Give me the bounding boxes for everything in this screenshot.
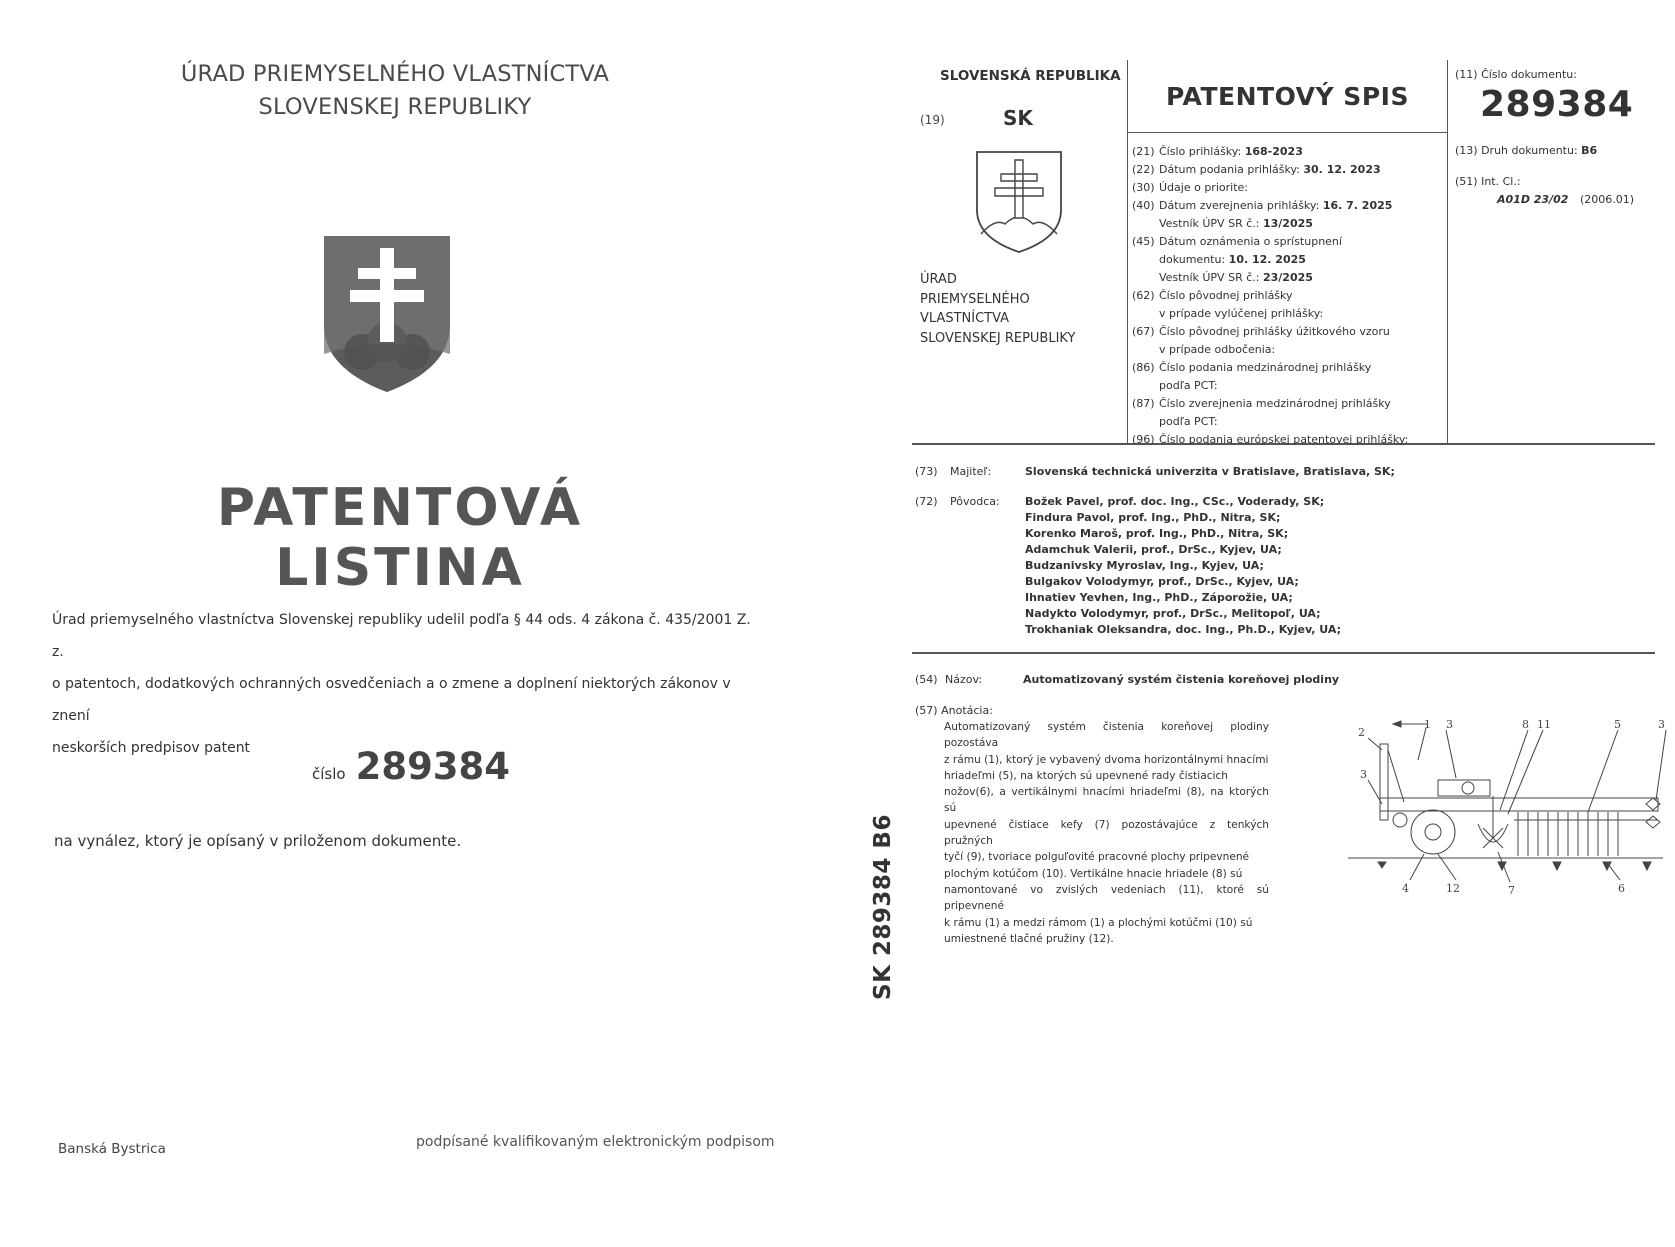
abstract-label: Anotácia: <box>941 704 993 717</box>
divider <box>1127 60 1128 444</box>
country-code: SK <box>1003 106 1033 130</box>
office-header-line1: ÚRAD PRIEMYSELNÉHO VLASTNÍCTVA <box>180 61 610 87</box>
int-cl-value: A01D 23/02 <box>1497 193 1569 206</box>
abstract-line: plochým kotúčom (10). Vertikálne hnacie hriadele (8) sú <box>944 867 1243 880</box>
biblio-code: (62) <box>1132 289 1155 302</box>
coat-of-arms-icon <box>322 234 452 394</box>
biblio-code: (45) <box>1132 235 1155 248</box>
owner-code: (73) <box>915 465 938 478</box>
document-number-label: (11) Číslo dokumentu: <box>1455 68 1577 81</box>
biblio-code: (30) <box>1132 181 1155 194</box>
office-name-block <box>920 270 1075 348</box>
inventors-row <box>915 494 1341 638</box>
abstract-line: umiestnené tlačné pružiny (12). <box>944 932 1114 945</box>
application-number: 168-2023 <box>1244 145 1303 158</box>
office-header-line2: SLOVENSKEJ REPUBLIKY <box>258 94 532 120</box>
inventor: Bulgakov Volodymyr, prof., DrSc., Kyjev, UA; <box>1025 575 1299 588</box>
drawing-label: 2 <box>1358 726 1365 739</box>
biblio-row-30 <box>1132 179 1447 197</box>
publication-date: 16. 7. 2025 <box>1322 199 1393 212</box>
abstract-line: z rámu (1), ktorý je vybavený dvoma horizontálnymi hnacími <box>944 753 1269 766</box>
biblio-code: (96) <box>1132 433 1155 446</box>
inventor: Korenko Maroš, prof. Ing., PhD., Nitra, SK; <box>1025 527 1289 540</box>
document-number: 289384 <box>1480 84 1634 125</box>
abstract-line: k rámu (1) a medzi rámom (1) a plochými kotúčmi (10) sú <box>944 916 1253 929</box>
bibliographic-data <box>1132 143 1447 449</box>
patent-number: 289384 <box>355 745 511 788</box>
biblio-label: podľa PCT: <box>1159 379 1218 392</box>
office-header <box>130 58 660 124</box>
office-name-line: ÚRAD <box>920 272 957 287</box>
bulletin-number: 13/2025 <box>1262 217 1313 230</box>
biblio-row-40 <box>1132 197 1447 233</box>
grant-notice-date: 10. 12. 2025 <box>1228 253 1306 266</box>
inventors-list <box>1025 494 1341 638</box>
grant-statement-line3: neskorších predpisov patent <box>52 740 251 756</box>
drawing-label: 7 <box>1508 884 1515 897</box>
biblio-label: v prípade vylúčenej prihlášky: <box>1159 307 1324 320</box>
biblio-label: Číslo zverejnenia medzinárodnej prihlášky <box>1159 397 1391 410</box>
drawing-label: 12 <box>1446 882 1460 895</box>
patent-number-label: číslo <box>312 765 346 783</box>
document-type-title: PATENTOVÝ SPIS <box>1166 82 1409 111</box>
divider <box>1447 60 1448 444</box>
inventor: Adamchuk Valerii, prof., DrSc., Kyjev, UA; <box>1025 543 1282 556</box>
drawing-label: 11 <box>1537 720 1551 731</box>
patent-number-row <box>312 745 510 788</box>
biblio-label: Číslo podania medzinárodnej prihlášky <box>1159 361 1372 374</box>
biblio-row-86 <box>1132 359 1447 395</box>
grant-statement-line1: Úrad priemyselného vlastníctva Slovenskej republiky udelil podľa § 44 ods. 4 zákona č. 435/2001 Z. z. <box>52 612 751 660</box>
biblio-label: Číslo prihlášky: <box>1159 145 1242 158</box>
coat-of-arms-outline-icon <box>975 150 1063 254</box>
abstract-code: (57) <box>915 704 938 717</box>
biblio-label: Dátum oznámenia o sprístupnení <box>1159 235 1342 248</box>
biblio-label: Číslo pôvodnej prihlášky úžitkového vzoru <box>1159 325 1390 338</box>
abstract-line: upevnené čistiace kefy (7) pozostávajúce z tenkých pružných <box>944 818 1269 848</box>
drawing-label: 3 <box>1360 768 1367 781</box>
int-cl-version: (2006.01) <box>1580 193 1635 206</box>
abstract-heading <box>915 704 993 717</box>
biblio-label: Dátum podania prihlášky: <box>1159 163 1300 176</box>
biblio-row-45 <box>1132 233 1447 287</box>
divider <box>912 652 1655 654</box>
biblio-label: Vestník ÚPV SR č.: <box>1159 271 1260 284</box>
filing-date: 30. 12. 2023 <box>1303 163 1381 176</box>
biblio-code: (40) <box>1132 199 1155 212</box>
biblio-row-96 <box>1132 431 1447 449</box>
biblio-label: Číslo pôvodnej prihlášky <box>1159 289 1293 302</box>
biblio-label: Číslo podania európskej patentovej prihlášky: <box>1159 433 1409 446</box>
abstract-text <box>944 719 1269 947</box>
title-label: Názov: <box>945 673 983 686</box>
state-name: SLOVENSKÁ REPUBLIKA <box>940 68 1121 84</box>
inventor: Nadykto Volodymyr, prof., DrSc., Melitopoľ, UA; <box>1025 607 1321 620</box>
office-name-line: PRIEMYSELNÉHO <box>920 291 1030 307</box>
biblio-label: Vestník ÚPV SR č.: <box>1159 217 1260 230</box>
inventors-label: Pôvodca: <box>950 495 1000 508</box>
technical-drawing <box>1338 720 1668 900</box>
drawing-label: 8 <box>1522 720 1529 731</box>
int-cl-label: (51) Int. Cl.: <box>1455 175 1521 188</box>
biblio-label: dokumentu: <box>1159 253 1226 266</box>
grant-statement <box>52 604 752 764</box>
issuing-city: Banská Bystrica <box>58 1141 166 1157</box>
biblio-code: (67) <box>1132 325 1155 338</box>
biblio-code: (87) <box>1132 397 1155 410</box>
biblio-row-22 <box>1132 161 1447 179</box>
biblio-row-87 <box>1132 395 1447 431</box>
owner-label: Majiteľ: <box>950 465 992 478</box>
biblio-row-62 <box>1132 287 1447 323</box>
abstract-line: hriadeľmi (5), na ktorých sú upevnené rady čistiacich <box>944 769 1229 782</box>
inventor: Budzanivsky Myroslav, Ing., Kyjev, UA; <box>1025 559 1264 572</box>
abstract-line: nožov(6), a vertikálnymi hnacími hriadeľmi (8), na ktorých sú <box>944 786 1269 815</box>
code-19: (19) <box>920 113 945 127</box>
certificate-heading: PATENTOVÁ LISTINA <box>216 478 584 598</box>
grant-statement-line2: o patentoch, dodatkových ochranných osvedčeniach a o zmene a doplnení niektorých zákonov v znení <box>52 676 731 724</box>
title-row <box>915 673 1339 686</box>
document-kind-label: (13) Druh dokumentu: <box>1455 144 1578 157</box>
biblio-label: Údaje o priorite: <box>1159 181 1248 194</box>
biblio-row-21 <box>1132 143 1447 161</box>
biblio-code: (86) <box>1132 361 1155 374</box>
biblio-label: v prípade odbočenia: <box>1159 343 1276 356</box>
office-name-line: SLOVENSKEJ REPUBLIKY <box>920 330 1076 346</box>
biblio-label: podľa PCT: <box>1159 415 1218 428</box>
signature-note: podpísané kvalifikovaným elektronickým podpisom <box>416 1134 775 1150</box>
drawing-label: 3 <box>1658 720 1665 731</box>
inventor: Trokhaniak Oleksandra, doc. Ing., Ph.D., Kyjev, UA; <box>1025 623 1341 636</box>
biblio-code: (21) <box>1132 145 1155 158</box>
bulletin-number: 23/2025 <box>1262 271 1313 284</box>
inventor: Ihnatiev Yevhen, Ing., PhD., Záporožie, UA; <box>1025 591 1293 604</box>
abstract-line: Automatizovaný systém čistenia koreňovej plodiny pozostáva <box>944 721 1269 750</box>
drawing-label: 4 <box>1402 882 1409 895</box>
side-document-code: SK 289384 B6 <box>870 814 896 1000</box>
document-kind <box>1455 144 1597 157</box>
drawing-label: 3 <box>1446 720 1453 731</box>
title-code: (54) <box>915 673 938 686</box>
invention-title: Automatizovaný systém čistenia koreňovej plodiny <box>1023 673 1340 686</box>
drawing-label: 1 <box>1424 720 1431 731</box>
divider <box>1127 132 1448 133</box>
drawing-label: 6 <box>1618 882 1625 895</box>
owner-value: Slovenská technická univerzita v Bratislave, Bratislava, SK; <box>1025 465 1395 478</box>
abstract-line: namontované vo zvislých vedeniach (11), ktoré sú pripevnené <box>944 883 1269 913</box>
office-name-line: VLASTNÍCTVA <box>920 311 1010 326</box>
biblio-label: Dátum zverejnenia prihlášky: <box>1159 199 1320 212</box>
biblio-code: (22) <box>1132 163 1155 176</box>
inventors-code: (72) <box>915 495 938 508</box>
inventor: Božek Pavel, prof. doc. Ing., CSc., Voderady, SK; <box>1025 495 1325 508</box>
inventor: Findura Pavol, prof. Ing., PhD., Nitra, SK; <box>1025 511 1281 524</box>
invention-statement: na vynález, ktorý je opísaný v priloženom dokumente. <box>54 832 462 850</box>
abstract-line: tyčí (9), tvoriace polguľovité pracovné plochy pripevnené <box>944 851 1250 864</box>
document-kind-value: B6 <box>1581 144 1598 157</box>
drawing-label: 5 <box>1614 720 1621 731</box>
owner-row <box>915 465 1395 478</box>
biblio-row-67 <box>1132 323 1447 359</box>
